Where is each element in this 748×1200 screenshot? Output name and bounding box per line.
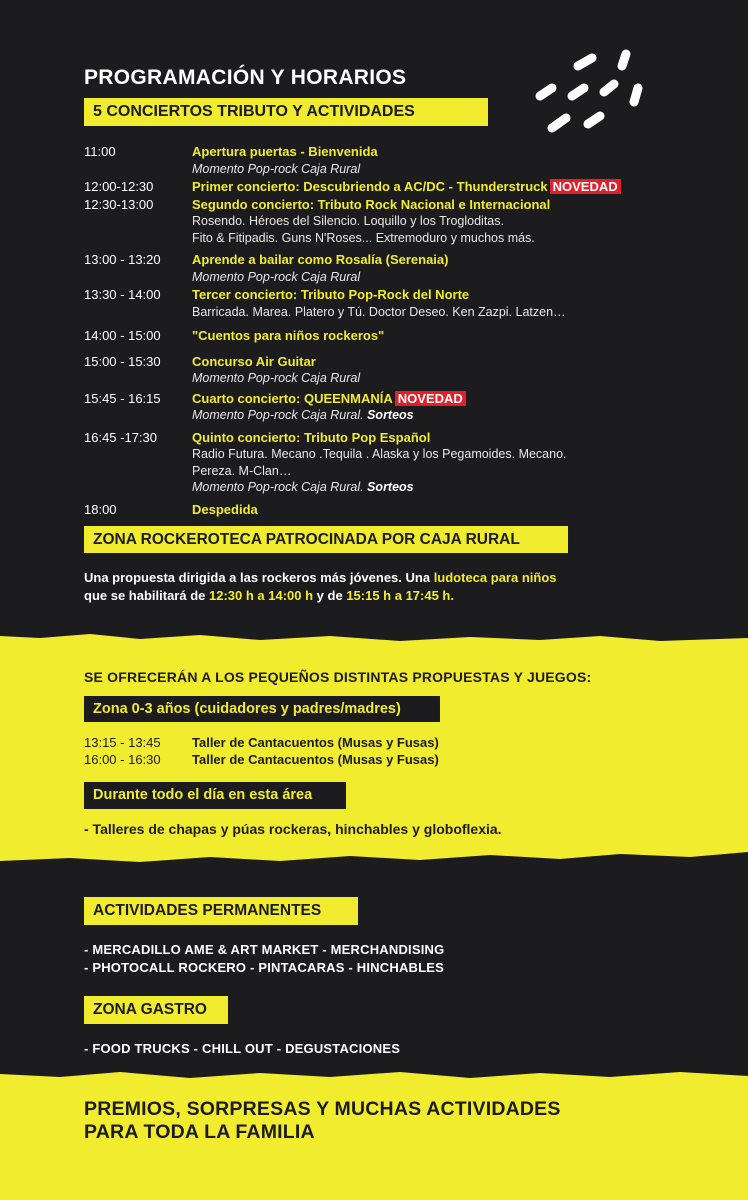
schedule-activity: Tercer concierto: Tributo Pop-Rock del Norte — [192, 287, 470, 302]
schedule-row — [84, 354, 684, 387]
sorteos-label: Sorteos — [367, 480, 414, 494]
gastro-line: - FOOD TRUCKS - CHILL OUT - DEGUSTACIONES — [84, 1041, 401, 1056]
workshop-time: 13:15 - 13:45 — [84, 735, 161, 750]
schedule-row — [84, 179, 684, 196]
section-heading-rockeroteca: ZONA ROCKEROTECA PATROCINADA POR CAJA RURAL — [84, 526, 568, 553]
permanent-list — [84, 941, 444, 977]
time-highlight: 12:30 h a 14:00 h — [209, 588, 314, 603]
section-heading-gastro: ZONA GASTRO — [84, 996, 228, 1024]
schedule-row — [84, 287, 684, 320]
workshop-activity: Taller de Cantacuentos (Musas y Fusas) — [192, 751, 439, 767]
section-heading-permanent: ACTIVIDADES PERMANENTES — [84, 897, 358, 925]
schedule-time: 12:30-13:00 — [84, 196, 154, 212]
ludoteca-highlight: ludoteca para niños — [433, 570, 557, 585]
schedule-detail: Barricada. Marea. Platero y Tú. Doctor Deseo. Ken Zazpi. Latzen… — [192, 304, 566, 319]
schedule-note: Momento Pop-rock Caja Rural — [192, 269, 361, 284]
schedule-time: 14:00 - 15:00 — [84, 328, 161, 343]
schedule-note: Momento Pop-rock Caja Rural. — [192, 480, 364, 494]
workshop-row — [84, 752, 584, 769]
workshop-row — [84, 735, 584, 752]
novedad-badge: NOVEDAD — [550, 179, 621, 194]
schedule-time: 13:00 - 13:20 — [84, 252, 161, 267]
time-highlight: 15:15 h a 17:45 h. — [346, 588, 454, 603]
schedule-activity: "Cuentos para niños rockeros" — [192, 328, 385, 343]
schedule-activity: Quinto concierto: Tributo Pop Español — [192, 429, 431, 445]
schedule-time: 16:45 -17:30 — [84, 429, 158, 445]
schedule-row — [84, 391, 684, 424]
schedule-note: Momento Pop-rock Caja Rural — [192, 161, 361, 176]
schedule-detail: Fito & Fitipadis. Guns N'Roses... Extremoduro y muchos más. — [192, 230, 535, 245]
schedule-note: Momento Pop-rock Caja Rural — [192, 371, 361, 385]
schedule-detail: Pereza. M-Clan… — [192, 463, 292, 478]
schedule-activity: Primer concierto: Descubriendo a AC/DC - Thunderstruck — [192, 179, 548, 194]
schedule-activity: Aprende a bailar como Rosalía (Serenaia) — [192, 252, 449, 267]
page-title: PROGRAMACIÓN Y HORARIOS — [84, 66, 407, 89]
permanent-line: - PHOTOCALL ROCKERO - PINTACARAS - HINCHABLES — [84, 960, 444, 975]
dashes-decoration-icon — [530, 44, 650, 144]
permanent-line: - MERCADILLO AME & ART MARKET - MERCHANDISING — [84, 942, 445, 957]
rockeroteca-text — [84, 569, 644, 605]
schedule-note: Momento Pop-rock Caja Rural. — [192, 408, 364, 422]
schedule-time: 18:00 — [84, 501, 117, 517]
schedule-time: 15:00 - 15:30 — [84, 353, 161, 369]
zone-0-3-label: Zona 0-3 años (cuidadores y padres/madres) — [84, 696, 440, 722]
schedule-activity: Concurso Air Guitar — [192, 353, 316, 369]
footer-line: PARA TODA LA FAMILIA — [84, 1121, 315, 1143]
schedule-row — [84, 430, 684, 496]
all-day-label: Durante todo el día en esta área — [84, 782, 346, 809]
rockeroteca-text-part: y de — [313, 588, 347, 603]
workshop-time: 16:00 - 16:30 — [84, 751, 161, 767]
schedule-activity: Cuarto concierto: QUEENMANÍA — [192, 390, 393, 406]
schedule-row — [84, 197, 684, 247]
schedule-row — [84, 144, 684, 177]
sorteos-label: Sorteos — [367, 408, 414, 422]
schedule-activity: Apertura puertas - Bienvenida — [192, 144, 378, 159]
schedule-time: 13:30 - 14:00 — [84, 287, 161, 302]
schedule-row — [84, 328, 684, 345]
workshop-list — [84, 735, 584, 768]
schedule-detail: Rosendo. Héroes del Silencio. Loquillo y los Trogloditas. — [192, 214, 504, 228]
workshop-activity: Taller de Cantacuentos (Musas y Fusas) — [192, 735, 439, 750]
schedule-detail: Radio Futura. Mecano .Tequila . Alaska y los Pegamoides. Mecano. — [192, 447, 567, 461]
section-heading-concerts: 5 CONCIERTOS TRIBUTO Y ACTIVIDADES — [84, 98, 488, 126]
schedule-time: 12:00-12:30 — [84, 179, 154, 194]
footer-slogan — [84, 1098, 684, 1144]
all-day-text: - Talleres de chapas y púas rockeras, hinchables y globoflexia. — [84, 821, 502, 837]
schedule-time: 15:45 - 16:15 — [84, 390, 161, 406]
novedad-badge: NOVEDAD — [395, 391, 466, 406]
schedule — [84, 144, 684, 518]
rockeroteca-text-part: que se habilitará de — [84, 588, 209, 603]
schedule-time: 11:00 — [84, 144, 116, 159]
rockeroteca-text-part: Una propuesta dirigida a las rockeros más jóvenes. Una — [84, 570, 434, 585]
footer-line: PREMIOS, SORPRESAS Y MUCHAS ACTIVIDADES — [84, 1098, 561, 1120]
schedule-row — [84, 252, 684, 285]
schedule-row — [84, 502, 684, 519]
schedule-activity: Segundo concierto: Tributo Rock Nacional e Internacional — [192, 196, 551, 212]
section-heading-kids: SE OFRECERÁN A LOS PEQUEÑOS DISTINTAS PROPUESTAS Y JUEGOS: — [84, 669, 592, 685]
schedule-activity: Despedida — [192, 501, 258, 517]
